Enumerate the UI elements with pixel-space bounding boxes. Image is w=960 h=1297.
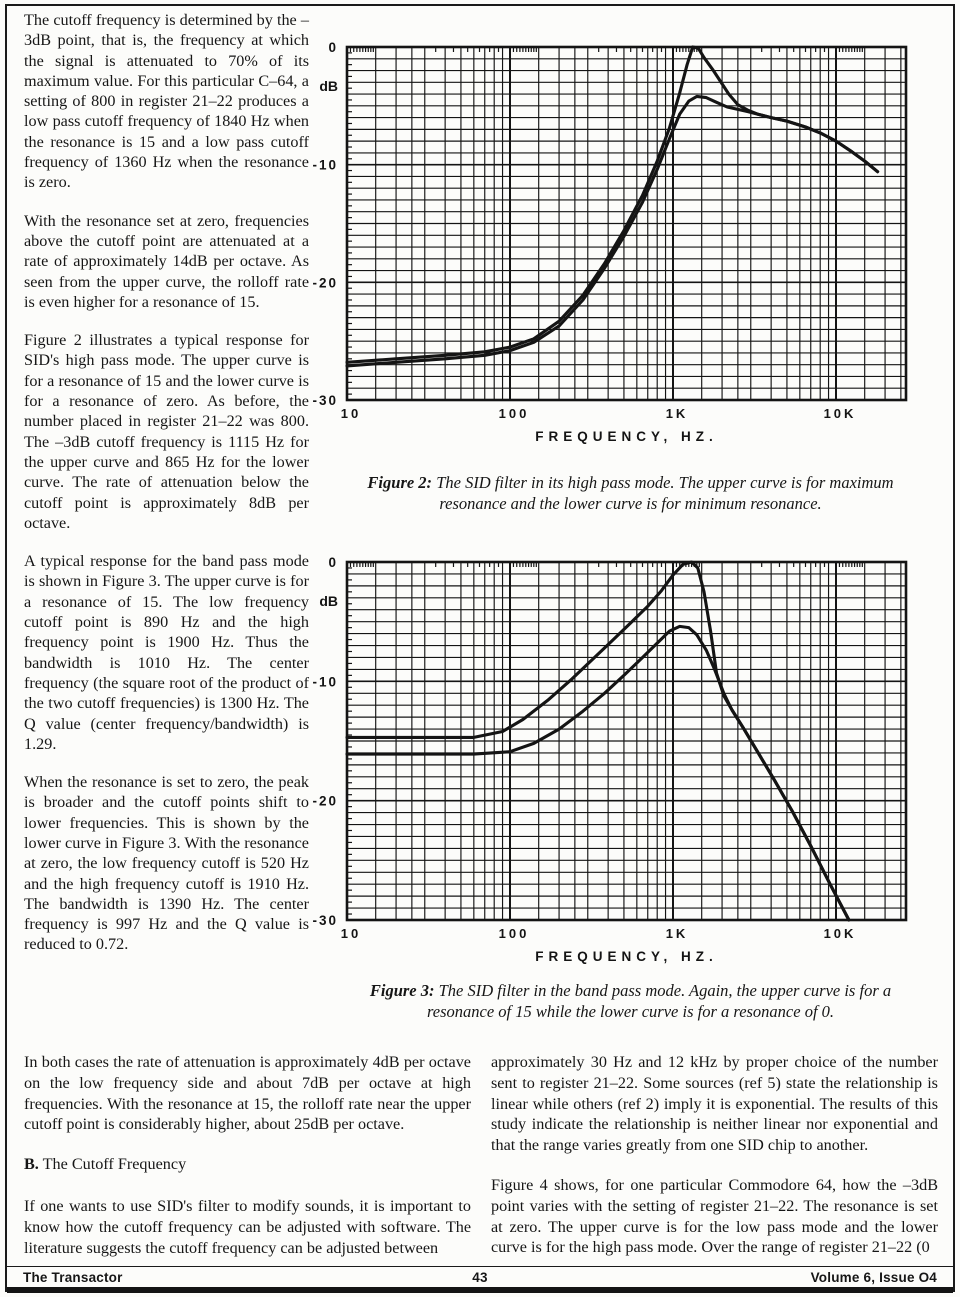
footer-text-row (7, 1267, 953, 1287)
figure2-caption-label: Figure 2: (367, 473, 433, 492)
figures-column (308, 0, 956, 1045)
bottom-left-column (24, 1052, 471, 1277)
svg-text:-20: -20 (312, 275, 338, 291)
page-footer (7, 1266, 953, 1293)
paragraph-attenuation-rates: In both cases the rate of attenuation is approximately 4dB per octave on the low frequency side and about 7dB per octave at high frequencies. With the resonance at 15, the rolloff rate near the upper cutoff point is considerably higher, about 25dB per octave. (24, 1053, 471, 1134)
svg-text:FREQUENCY, HZ.: FREQUENCY, HZ. (535, 949, 718, 964)
svg-text:-10: -10 (312, 674, 338, 690)
bottom-right-column (491, 1052, 938, 1277)
bottom-two-column-section (24, 1052, 938, 1277)
section-heading-cutoff-frequency (24, 1154, 471, 1175)
svg-text:100: 100 (498, 406, 530, 421)
footer-page-number: 43 (472, 1270, 488, 1285)
svg-text:0: 0 (328, 40, 338, 55)
paragraph-figure3-bandpass: A typical response for the band pass mode is shown in Figure 3. The upper curve is for a resonance of 15. The low frequency cutoff point is 890 Hz and the high frequency point is 1900 Hz. Thus the bandwidth is 1010 Hz. The center frequency (the square root of the product of the two cutoff frequencies) is 1300 Hz. The Q value (center frequency/bandwidth) is 1.29. (24, 552, 309, 753)
paragraph-cutoff-frequency: The cutoff frequency is determined by the –3dB point, that is, the frequency at which the signal is attenuated to 70% of its maximum value. For this particular C–64, a setting of 800 in register 21–22 produces a low pass cutoff frequency of 1840 Hz when the resonance is 15 and a low pass cutoff frequency of 1360 Hz when the resonance is zero. (24, 11, 309, 192)
svg-text:FREQUENCY, HZ.: FREQUENCY, HZ. (535, 429, 718, 444)
paragraph-sid-filter-software: If one wants to use SID's filter to modify sounds, it is important to know how the cutoff frequency can be adjusted with software. The literature suggests the cutoff frequency can be adjusted between (24, 1196, 471, 1257)
figure3-caption (353, 980, 908, 1022)
paragraph-resonance-set-zero: When the resonance is set to zero, the peak is broader and the cutoff points shift to lower frequencies. This is shown by the lower curve in Figure 3. With the resonance at zero, the low frequency cutoff is 520 Hz and the high frequency cutoff is 1910 Hz. The bandwidth is 1390 Hz. The center frequency is 997 Hz and the Q value is reduced to 0.72. (24, 773, 309, 954)
svg-text:dB: dB (319, 593, 338, 609)
left-text-column (24, 10, 309, 973)
svg-text:1K: 1K (665, 926, 689, 941)
heading-text: The Cutoff Frequency (38, 1155, 187, 1174)
figure2-chart (308, 28, 956, 463)
footer-journal-name: The Transactor (23, 1270, 123, 1285)
footer-rule (7, 1287, 953, 1293)
svg-text:10K: 10K (823, 926, 857, 941)
paragraph-figure4-intro: Figure 4 shows, for one particular Commodore 64, how the –3dB point varies with the setting of register 21–22. The resonance is set at zero. The upper curve is for the low pass mode and the lower curve is for the high pass mode. Over the range of register 21–22 (0 (491, 1175, 938, 1257)
svg-text:0: 0 (328, 555, 338, 570)
figure3-caption-label: Figure 3: (369, 981, 435, 1000)
figure3-chart (308, 540, 956, 972)
figure2-caption-text: The SID filter in its high pass mode. The upper curve is for maximum resonance and the lower curve is for minimum resonance. (432, 473, 894, 513)
svg-text:-10: -10 (312, 157, 338, 173)
svg-text:100: 100 (498, 926, 530, 941)
svg-text:dB: dB (319, 78, 338, 94)
paragraph-register-range: approximately 30 Hz and 12 kHz by proper choice of the number sent to register 21–22. Some sources (ref 5) state the relationship is linear while others (ref 2) imply it is exponential. The results of this study indicate the relationship is neither linear nor exponential and that the range varies greatly from one SID chip to another. (491, 1053, 938, 1155)
heading-letter: B. (24, 1155, 39, 1174)
svg-text:-30: -30 (312, 393, 338, 408)
svg-text:-30: -30 (312, 913, 338, 928)
figure3-caption-text: The SID filter in the band pass mode. Again, the upper curve is for a resonance of 15 while the lower curve is for a resonance of 0. (426, 981, 892, 1021)
paragraph-figure2-highpass: Figure 2 illustrates a typical response for SID's high pass mode. The upper curve is for a resonance of 15 and the lower curve is for a resonance of zero. As before, the number placed in register 21–22 was 800. The –3dB cutoff frequency is 1115 Hz for the upper curve and 865 Hz for the lower curve. The rate of attenuation below the cutoff point is approximately 8dB per octave. (24, 331, 309, 532)
figure2-caption (353, 472, 908, 514)
footer-issue-label: Volume 6, Issue O4 (810, 1270, 938, 1285)
svg-text:1K: 1K (665, 406, 689, 421)
svg-text:-20: -20 (312, 793, 338, 809)
svg-text:10: 10 (340, 406, 362, 421)
svg-text:10K: 10K (823, 406, 857, 421)
paragraph-resonance-zero: With the resonance set at zero, frequencies above the cutoff point are attenuated at a rate of approximately 14dB per octave. As seen from the upper curve, the rolloff rate is even higher for a resonance of 15. (24, 211, 309, 311)
svg-text:10: 10 (340, 926, 362, 941)
